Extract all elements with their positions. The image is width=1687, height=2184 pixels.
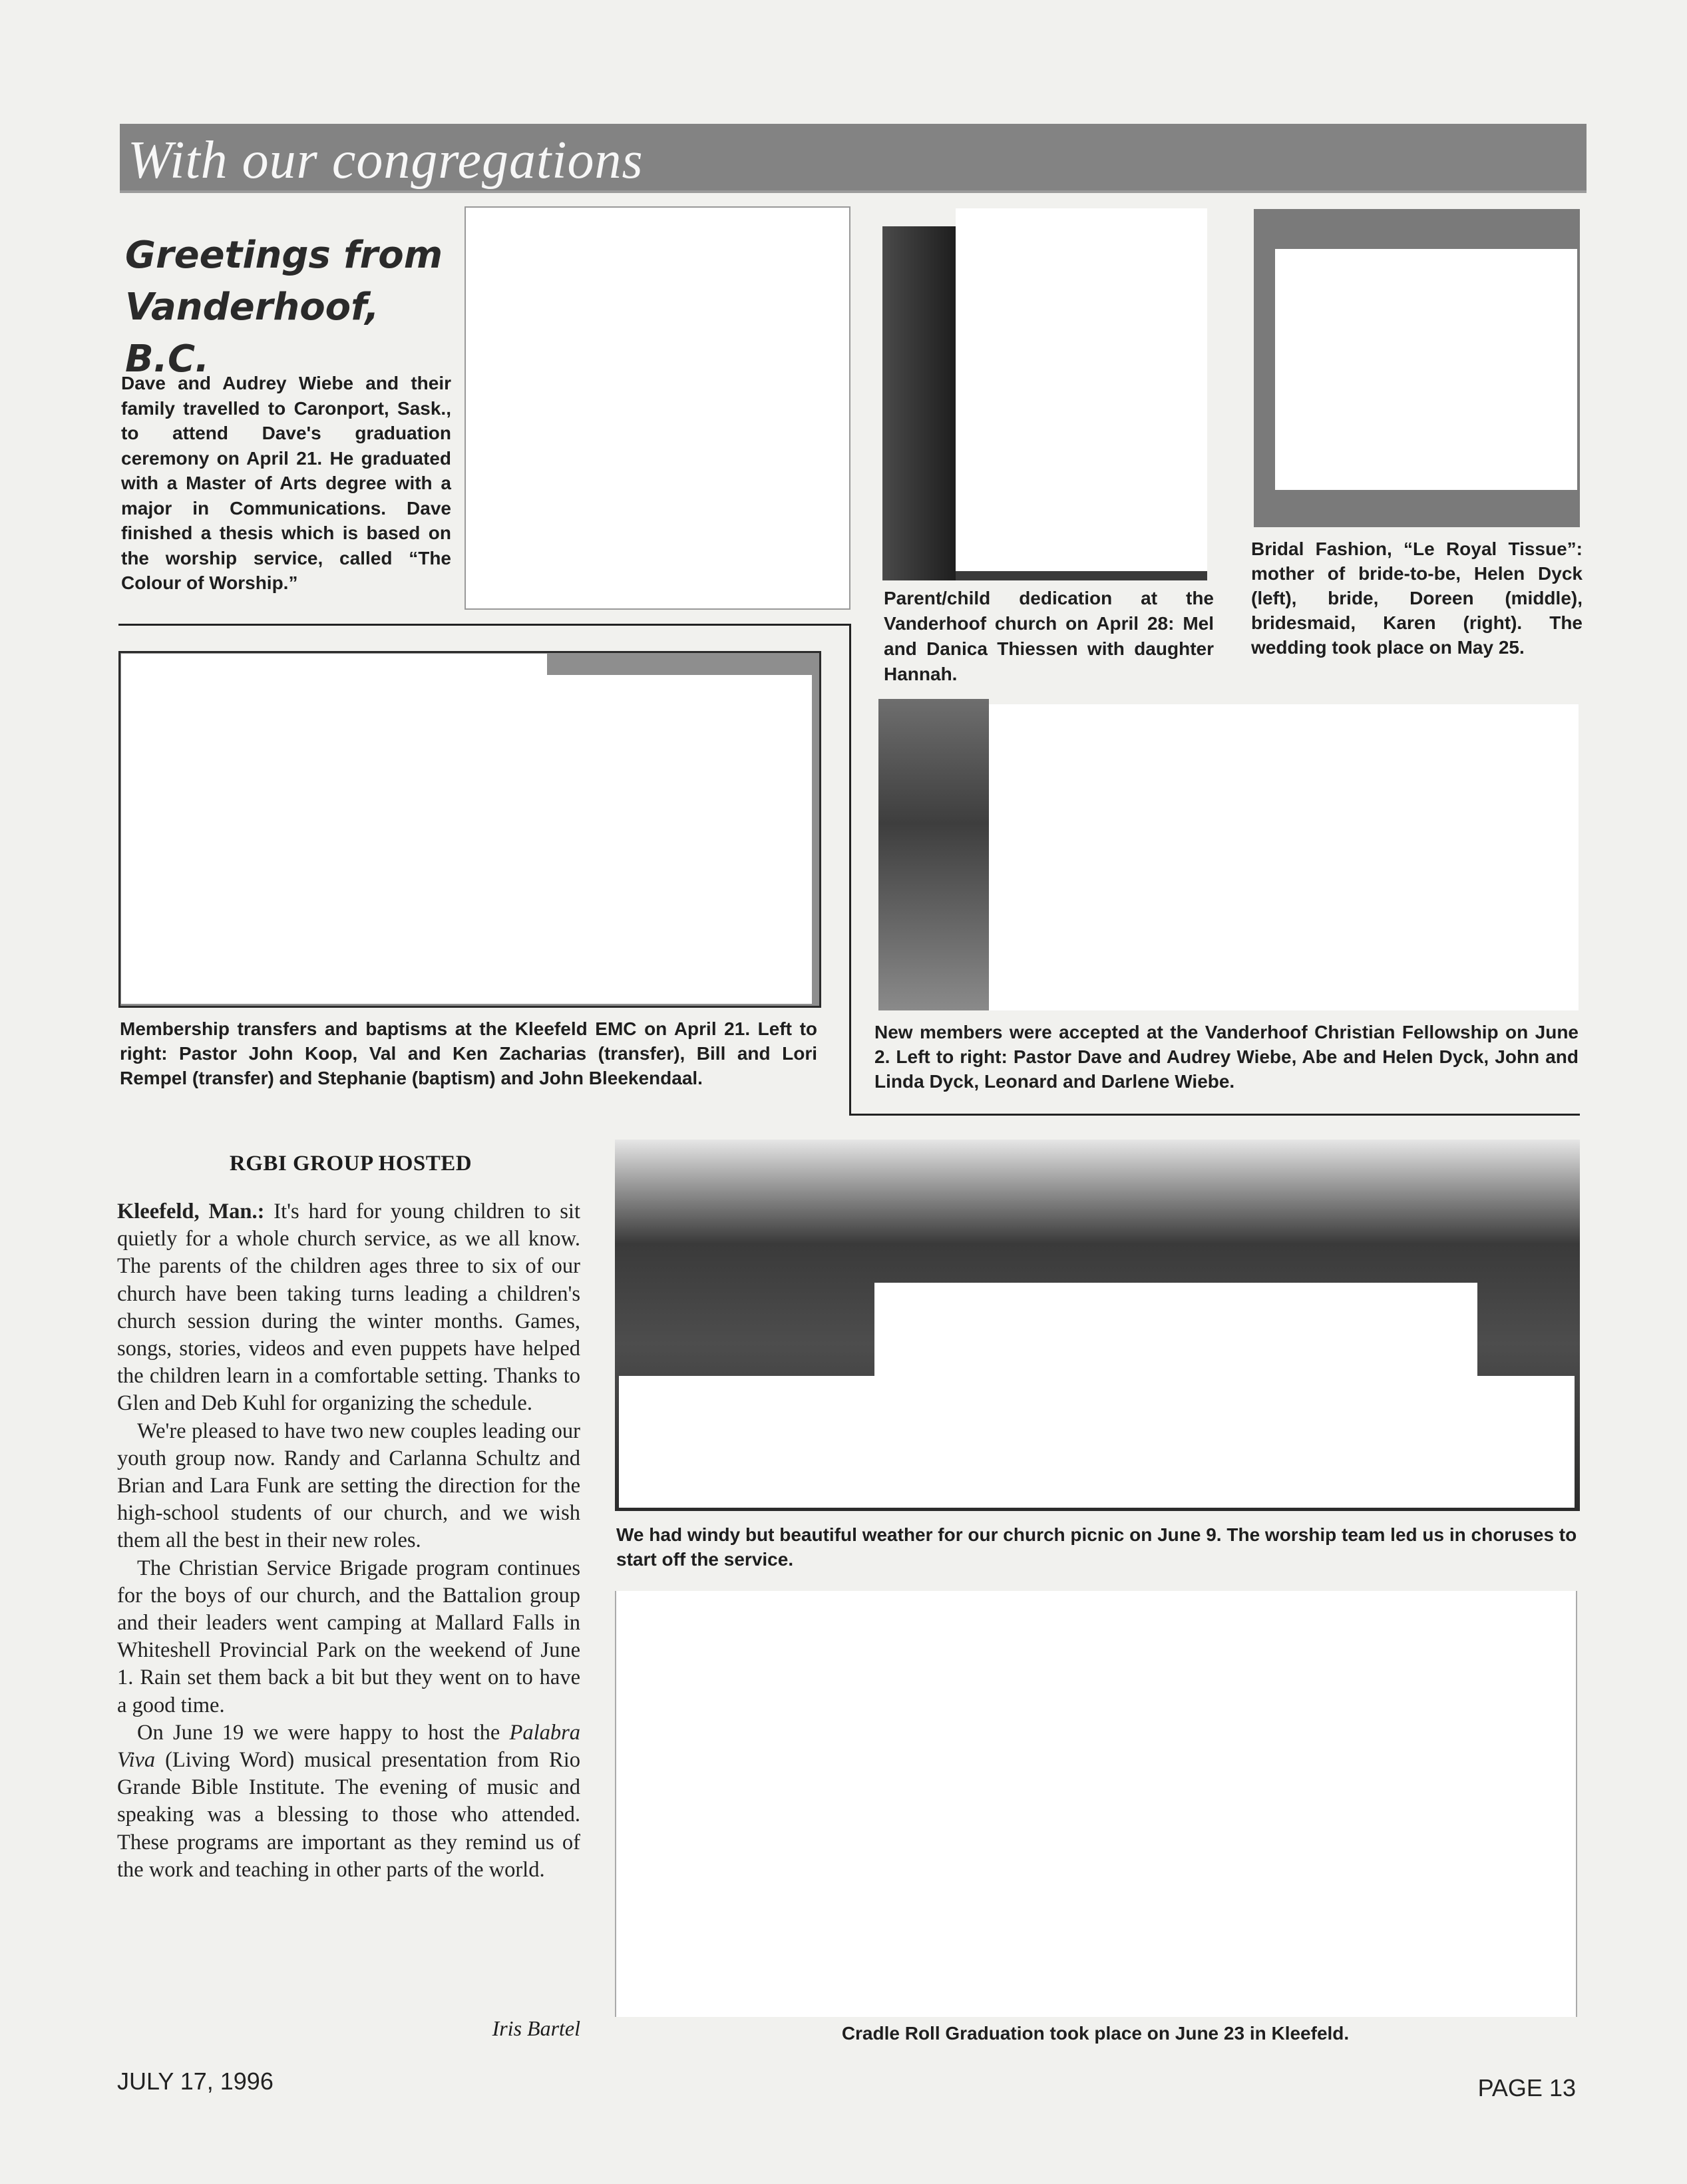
- article-title: RGBI GROUP HOSTED: [229, 1152, 472, 1176]
- footer-date: JULY 17, 1996: [117, 2068, 274, 2095]
- article-paragraph: We're pleased to have two new couples leading our youth group now. Randy and Carlanna Schultz and Brian and Lara Funk are setting the direction for the high-school students of our church, and we wish them all the best in their new roles.: [117, 1419, 580, 1553]
- new-members-photo: [989, 704, 1579, 1010]
- article-paragraph: [117, 1198, 580, 1418]
- headline-line2: Vanderhoof, B.C.: [125, 286, 379, 381]
- dedication-photo-edge: [882, 226, 956, 580]
- dedication-caption: Parent/child dedication at the Vanderhoof church on April 28: Mel and Danica Thiessen with daughter Hannah.: [884, 588, 1214, 684]
- intro-text: Dave and Audrey Wiebe and their family travelled to Caronport, Sask., to attend Dave's graduation ceremony on April 21. He graduated with a Master of Arts degree with a major in Communications. Dave finished a thesis which is based on the worship service, called “The Colour of Worship.”: [121, 373, 451, 593]
- article-author: Iris Bartel: [492, 2016, 580, 2040]
- section-banner: [120, 124, 1587, 193]
- article-text: It's hard for young children to sit quietly for a whole church service, as we all know. The parents of the children ages three to six of our church have been taking turns leading a children's church session during the winter months. Games, songs, stories, videos and even puppets have helped the children learn in a comfortable setting. Thanks to Glen and Deb Kuhl for organizing the schedule.: [117, 1200, 580, 1416]
- article-italic-title: Palabra Viva: [117, 1720, 580, 1773]
- bridal-photo: [1275, 249, 1577, 490]
- article-text: (Living Word) musical presentation from Rio Grande Bible Institute. The evening of music and speaking was a blessing to those who attended. These programs are important as they remind us of the work and teaching in other parts of the world.: [117, 1748, 580, 1882]
- article-paragraph: The Christian Service Brigade program continues for the boys of our church, and the Battalion group and their leaders went camping at Mallard Falls in Whiteshell Provincial Park on the weekend of June 1. Rain set them back a bit but they went on to have a good time.: [117, 1556, 580, 1717]
- article-paragraph: [117, 1719, 580, 1884]
- divider-rule: [118, 624, 850, 626]
- footer-page-number: PAGE 13: [1477, 2074, 1576, 2101]
- article-dateline: Kleefeld, Man.:: [117, 1200, 265, 1223]
- membership-photo: [121, 654, 547, 1004]
- section-banner-title: With our congregations: [128, 131, 644, 190]
- picnic-photo: [619, 1376, 1575, 1508]
- graduation-photo: [465, 206, 850, 610]
- new-members-caption: New members were accepted at the Vanderhoof Christian Fellowship on June 2. Left to right: Pastor Dave and Audrey Wiebe, Abe and Helen Dyck, John and Linda Dyck, Leonard and Darlene Wiebe.: [874, 1022, 1579, 1092]
- picnic-photo: [874, 1283, 1477, 1376]
- divider-rule: [849, 1114, 1580, 1116]
- membership-photo: [547, 675, 812, 1004]
- article-body: [117, 1198, 580, 1884]
- cradle-roll-photo: [615, 1591, 1577, 2017]
- article-text: On June 19 we were happy to host the: [137, 1720, 510, 1745]
- new-members-photo-left: [878, 699, 989, 1010]
- membership-caption: Membership transfers and baptisms at the Kleefeld EMC on April 21. Left to right: Pastor John Koop, Val and Ken Zacharias (transfer), Bill and Lori Rempel (transfer) and Stephanie (baptism) and John Bleekendaal.: [120, 1018, 817, 1088]
- divider-rule: [849, 624, 851, 1114]
- headline: [125, 230, 471, 385]
- picnic-caption: We had windy but beautiful weather for our church picnic on June 9. The worship team led us in choruses to start off the service.: [616, 1524, 1577, 1570]
- cradle-roll-caption: Cradle Roll Graduation took place on June 23 in Kleefeld.: [841, 2023, 1350, 2044]
- dedication-photo: [956, 208, 1207, 571]
- headline-line1: Greetings from: [125, 234, 443, 277]
- bridal-caption: Bridal Fashion, “Le Royal Tissue”: mother of bride-to-be, Helen Dyck (left), bride, Doreen (middle), bridesmaid, Karen (right). The wedding took place on May 25.: [1251, 539, 1583, 658]
